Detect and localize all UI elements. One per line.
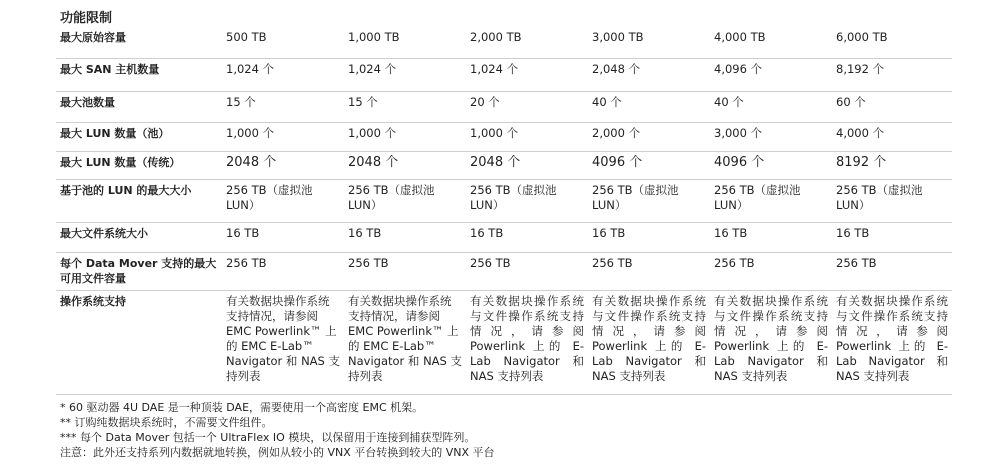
table-cell: 2048 个 (222, 151, 344, 179)
table-row (56, 252, 952, 290)
table-cell: 500 TB (222, 27, 344, 58)
table-cell: 4096 个 (588, 151, 710, 179)
table-cell: 4,000 个 (832, 122, 952, 151)
table-cell: 40 个 (710, 91, 832, 122)
table-cell: 2,048 个 (588, 58, 710, 91)
table-cell: 16 TB (710, 222, 832, 252)
table-cell: 2048 个 (344, 151, 466, 179)
table-cell: 4,000 TB (710, 27, 832, 58)
table-cell: 256 TB (466, 252, 588, 290)
row-header: 最大原始容量 (56, 27, 222, 58)
table-cell: 2,000 个 (588, 122, 710, 151)
table-row (56, 290, 952, 394)
table-cell: 有关数据块操作系统支持情况，请参阅 EMC Powerlink™ 上的 EMC E-Lab™ Navigator 和 NAS 支持列表 (222, 290, 344, 394)
table-row (56, 222, 952, 252)
table-cell: 8192 个 (832, 151, 952, 179)
row-header: 基于池的 LUN 的最大大小 (56, 179, 222, 222)
row-header: 操作系统支持 (56, 290, 222, 394)
table-cell: 16 TB (588, 222, 710, 252)
table-cell: 1,000 个 (222, 122, 344, 151)
section-title: 功能限制 (60, 11, 113, 26)
table-cell: 1,000 个 (466, 122, 588, 151)
table-cell: 1,024 个 (222, 58, 344, 91)
table-cell: 256 TB（虚拟池 LUN） (588, 179, 710, 222)
footnote: ** 订购纯数据块系统时，不需要文件组件。 (60, 416, 273, 429)
table-cell: 256 TB (344, 252, 466, 290)
table-cell: 256 TB (710, 252, 832, 290)
table-cell: 40 个 (588, 91, 710, 122)
table-cell: 256 TB（虚拟池 LUN） (222, 179, 344, 222)
table-cell: 1,024 个 (466, 58, 588, 91)
row-header: 最大 LUN 数量（传统） (56, 151, 222, 179)
table-cell: 256 TB（虚拟池 LUN） (466, 179, 588, 222)
table-row (56, 58, 952, 91)
table-cell: 有关数据块操作系统与文件操作系统支持情况，请参阅 Powerlink 上的 E-Lab Navigator 和 NAS 支持列表 (588, 290, 710, 394)
table-cell: 4,096 个 (710, 58, 832, 91)
table-cell: 1,000 个 (344, 122, 466, 151)
row-header: 最大 SAN 主机数量 (56, 58, 222, 91)
table-cell: 3,000 TB (588, 27, 710, 58)
table-row (56, 27, 952, 58)
table-cell: 16 TB (344, 222, 466, 252)
table-cell: 有关数据块操作系统与文件操作系统支持情况，请参阅 Powerlink 上的 E-Lab Navigator 和 NAS 支持列表 (466, 290, 588, 394)
table-cell: 有关数据块操作系统支持情况，请参阅 EMC Powerlink™ 上的 EMC E-Lab™ Navigator 和 NAS 支持列表 (344, 290, 466, 394)
table-cell: 4096 个 (710, 151, 832, 179)
table-cell: 2048 个 (466, 151, 588, 179)
table-row (56, 91, 952, 122)
footnote: 注意：此外还支持系列内数据就地转换，例如从较小的 VNX 平台转换到较大的 VNX 平台 (60, 446, 495, 459)
table-cell: 256 TB（虚拟池 LUN） (832, 179, 952, 222)
table-cell: 20 个 (466, 91, 588, 122)
footnotes (60, 400, 960, 460)
table-cell: 2,000 TB (466, 27, 588, 58)
table-row (56, 151, 952, 179)
table-cell: 1,000 TB (344, 27, 466, 58)
table-cell: 16 TB (222, 222, 344, 252)
row-header: 最大文件系统大小 (56, 222, 222, 252)
table-row (56, 122, 952, 151)
table-cell: 15 个 (344, 91, 466, 122)
table-cell: 256 TB (588, 252, 710, 290)
row-header: 每个 Data Mover 支持的最大可用文件容量 (56, 252, 222, 290)
table-cell: 16 TB (466, 222, 588, 252)
table-cell: 有关数据块操作系统与文件操作系统支持情况，请参阅 Powerlink 上的 E-Lab Navigator 和 NAS 支持列表 (832, 290, 952, 394)
table-cell: 8,192 个 (832, 58, 952, 91)
table-cell: 16 TB (832, 222, 952, 252)
table-cell: 256 TB (222, 252, 344, 290)
table-cell: 6,000 TB (832, 27, 952, 58)
table-row (56, 179, 952, 222)
row-header: 最大 LUN 数量（池） (56, 122, 222, 151)
footnote: *** 每个 Data Mover 包括一个 UltraFlex IO 模块，以保留用于连接到捕获型阵列。 (60, 431, 476, 444)
table-cell: 256 TB (832, 252, 952, 290)
table-cell: 256 TB（虚拟池 LUN） (344, 179, 466, 222)
capability-limits-table (56, 27, 952, 395)
row-header: 最大池数量 (56, 91, 222, 122)
table-cell: 3,000 个 (710, 122, 832, 151)
table-cell: 有关数据块操作系统与文件操作系统支持情况，请参阅 Powerlink 上的 E-Lab Navigator 和 NAS 支持列表 (710, 290, 832, 394)
table-cell: 256 TB（虚拟池 LUN） (710, 179, 832, 222)
table-cell: 15 个 (222, 91, 344, 122)
table-cell: 60 个 (832, 91, 952, 122)
footnote: * 60 驱动器 4U DAE 是一种顶装 DAE，需要使用一个高密度 EMC 机架。 (60, 401, 424, 414)
table-cell: 1,024 个 (344, 58, 466, 91)
